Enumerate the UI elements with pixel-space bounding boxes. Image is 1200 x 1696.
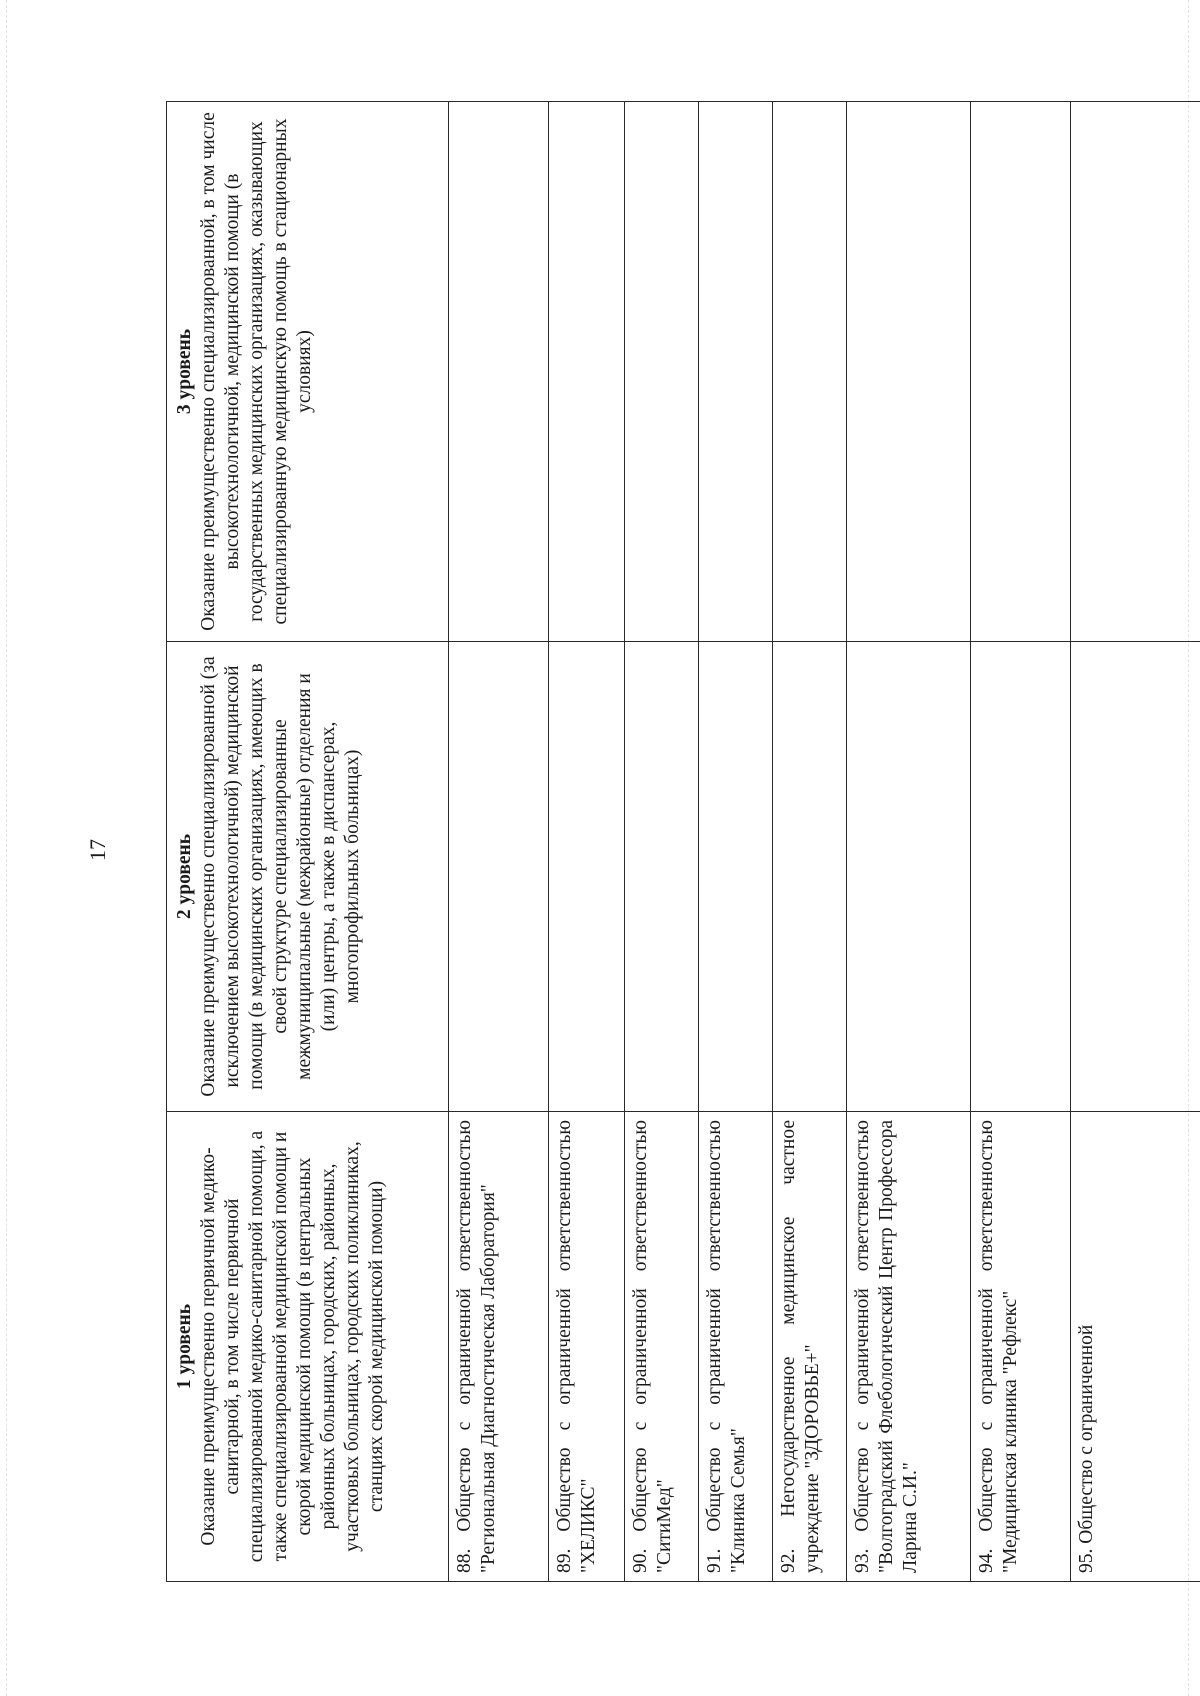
header-level-2-title: 2 уровень [174,833,195,920]
cell-level-3 [449,102,549,642]
cell-level-1: 94. Общество с ограниченной ответственностью "Медицинская клиника "Рефлекс" [971,1112,1071,1582]
cell-level-1: 89. Общество с ограниченной ответственностью "ХЕЛИКС" [549,1112,625,1582]
header-level-1-title: 1 уровень [174,1303,195,1390]
table-row [549,102,625,1582]
cell-level-2 [1071,642,1200,1112]
rotated-table-container [166,102,1200,1582]
table-row [1071,102,1200,1582]
table-header-row [167,102,449,1582]
medical-organizations-table [166,101,1200,1582]
header-level-3-title: 3 уровень [174,328,195,415]
cell-level-2 [549,642,625,1112]
cell-level-1: 93. Общество с ограниченной ответственностью "Волгоградский Флебологический Центр Профессора Ларина С.И." [847,1112,971,1582]
cell-level-1: 92. Негосударственное медицинское частное учреждение "ЗДОРОВЬЕ+" [773,1112,847,1582]
table-row [773,102,847,1582]
header-level-3-description: Оказание преимущественно специализированной, в том числе высокотехнологичной, медицинской помощи (в государственных медицинских организациях, оказывающих специализированную медицинскую помощь в стационарных условиях) [198,112,315,631]
cell-level-1: 95. Общество с ограниченной [1071,1112,1200,1582]
table-row [449,102,549,1582]
cell-level-3 [773,102,847,642]
table-row [625,102,699,1582]
header-level-2 [167,642,449,1112]
cell-level-2 [847,642,971,1112]
page-number: 17 [85,839,110,861]
table-row [699,102,773,1582]
cell-level-3 [625,102,699,642]
header-level-1 [167,1112,449,1582]
cell-level-3 [549,102,625,642]
cell-level-2 [625,642,699,1112]
cell-level-3 [1071,102,1200,642]
cell-level-3 [971,102,1071,642]
cell-level-1: 88. Общество с ограниченной ответственностью "Региональная Диагностическая Лаборатория" [449,1112,549,1582]
cell-level-2 [449,642,549,1112]
cell-level-2 [773,642,847,1112]
cell-level-1: 91. Общество с ограниченной ответственностью "Клиника Семья" [699,1112,773,1582]
header-level-3 [167,102,449,642]
table-row [971,102,1071,1582]
cell-level-2 [971,642,1071,1112]
cell-level-1: 90. Общество с ограниченной ответственностью "СитиМед" [625,1112,699,1582]
cell-level-3 [699,102,773,642]
cell-level-2 [699,642,773,1112]
header-level-1-description: Оказание преимущественно первичной медико-санитарной, в том числе первичной специализированной медико-санитарной помощи, а также специализированной медицинской помощи и скорой медицинской помощи (в центральных районных больницах, городских, районных, участковых больницах, городских поликлиниках, станциях скорой медицинской помощи) [198,1130,387,1563]
cell-level-3 [847,102,971,642]
table-row [847,102,971,1582]
header-level-2-description: Оказание преимущественно специализированной (за исключением высокотехнологичной) медицинской помощи (в медицинских организациях, имеющих в своей структуре специализированные межмуниципальные (межрайонные) отделения и (или) центры, а также в диспансерах, многопрофильных больницах) [198,656,363,1097]
